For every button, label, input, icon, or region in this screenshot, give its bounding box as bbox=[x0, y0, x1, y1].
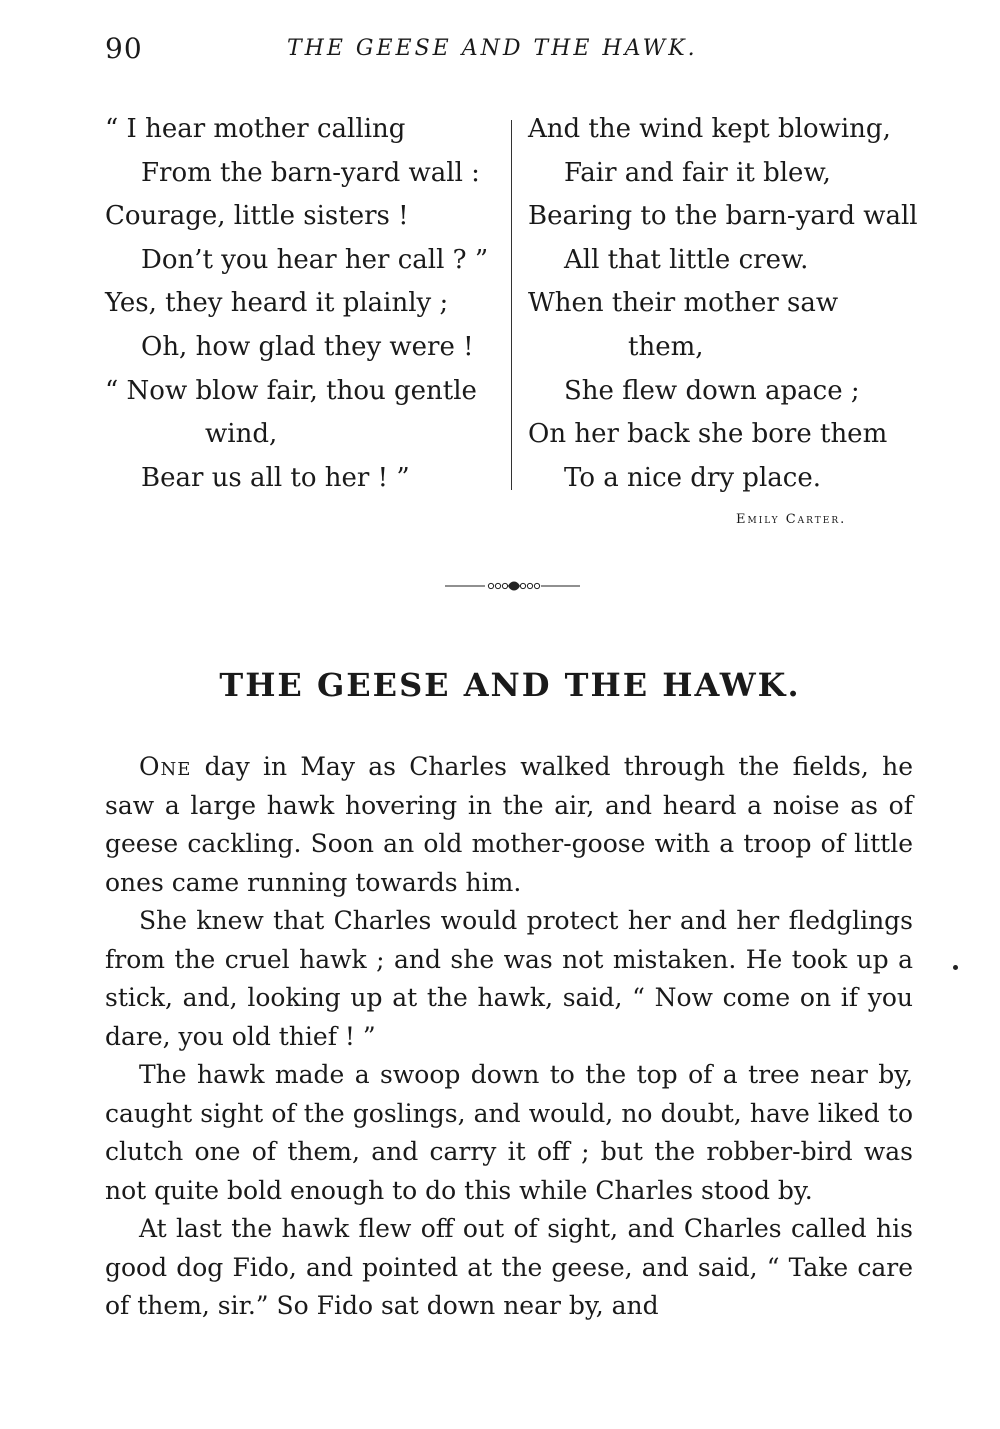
poem-right-column bbox=[528, 108, 923, 500]
poem-line: When their mother saw bbox=[528, 288, 839, 319]
poem-line: All that little crew. bbox=[564, 244, 809, 275]
poem-author: Emily Carter. bbox=[736, 512, 847, 527]
poem-line: From the barn-yard wall : bbox=[141, 157, 480, 188]
poem-line: Bear us all to her ! ” bbox=[141, 462, 410, 493]
poem-line: “ Now blow fair, thou gentle bbox=[105, 375, 477, 406]
drop-word: One bbox=[139, 752, 192, 781]
paragraph-text: day in May as Charles walked through the fields, he saw a large hawk hovering in the air, and heard a noise as of geese cackling. Soon an old mother-goose with a troop of little ones came running towards him. bbox=[105, 752, 913, 897]
poem-line: To a nice dry place. bbox=[564, 462, 821, 493]
poem-line: Courage, little sisters ! bbox=[105, 201, 409, 232]
poem-left-column bbox=[105, 108, 505, 500]
poem-line: Don’t you hear her call ? ” bbox=[141, 244, 489, 275]
poem-line: “ I hear mother calling bbox=[105, 114, 406, 144]
poem-line: Yes, they heard it plainly ; bbox=[105, 288, 449, 319]
ornament-divider bbox=[445, 576, 580, 596]
story-paragraph: The hawk made a swoop down to the top of a tree near by, caught sight of the goslings, and would, no doubt, have liked to clutch one of them, and carry it off ; but the robber-bird was not quite bold enough to do this while Charles stood by. bbox=[105, 1060, 913, 1205]
poem-line: wind, bbox=[205, 419, 278, 450]
poem-line: She flew down apace ; bbox=[564, 375, 860, 406]
print-speck bbox=[953, 965, 958, 970]
page-number: 90 bbox=[105, 32, 143, 65]
running-title: THE GEESE AND THE HAWK. bbox=[287, 36, 698, 61]
poem-line: And the wind kept blowing, bbox=[528, 114, 891, 144]
poem-line: On her back she bore them bbox=[528, 419, 888, 450]
story-paragraph bbox=[105, 748, 913, 902]
story-paragraph: At last the hawk flew off out of sight, and Charles called his good dog Fido, and pointed at the geese, and said, “ Take care of them, sir.” So Fido sat down near by, and bbox=[105, 1214, 913, 1320]
poem-line: Oh, how glad they were ! bbox=[141, 331, 474, 362]
poem-line: Fair and fair it blew, bbox=[564, 157, 831, 188]
story-paragraph: She knew that Charles would protect her and her fledglings from the cruel hawk ; and she was not mistaken. He took up a stick, and, looking up at the hawk, said, “ Now come on if you dare, you old thief ! ” bbox=[105, 906, 913, 1051]
poem-line: them, bbox=[628, 331, 704, 362]
story-body bbox=[105, 748, 913, 1326]
story-title: THE GEESE AND THE HAWK. bbox=[219, 666, 801, 704]
poem-line: Bearing to the barn-yard wall bbox=[528, 201, 918, 232]
column-divider bbox=[511, 120, 512, 490]
